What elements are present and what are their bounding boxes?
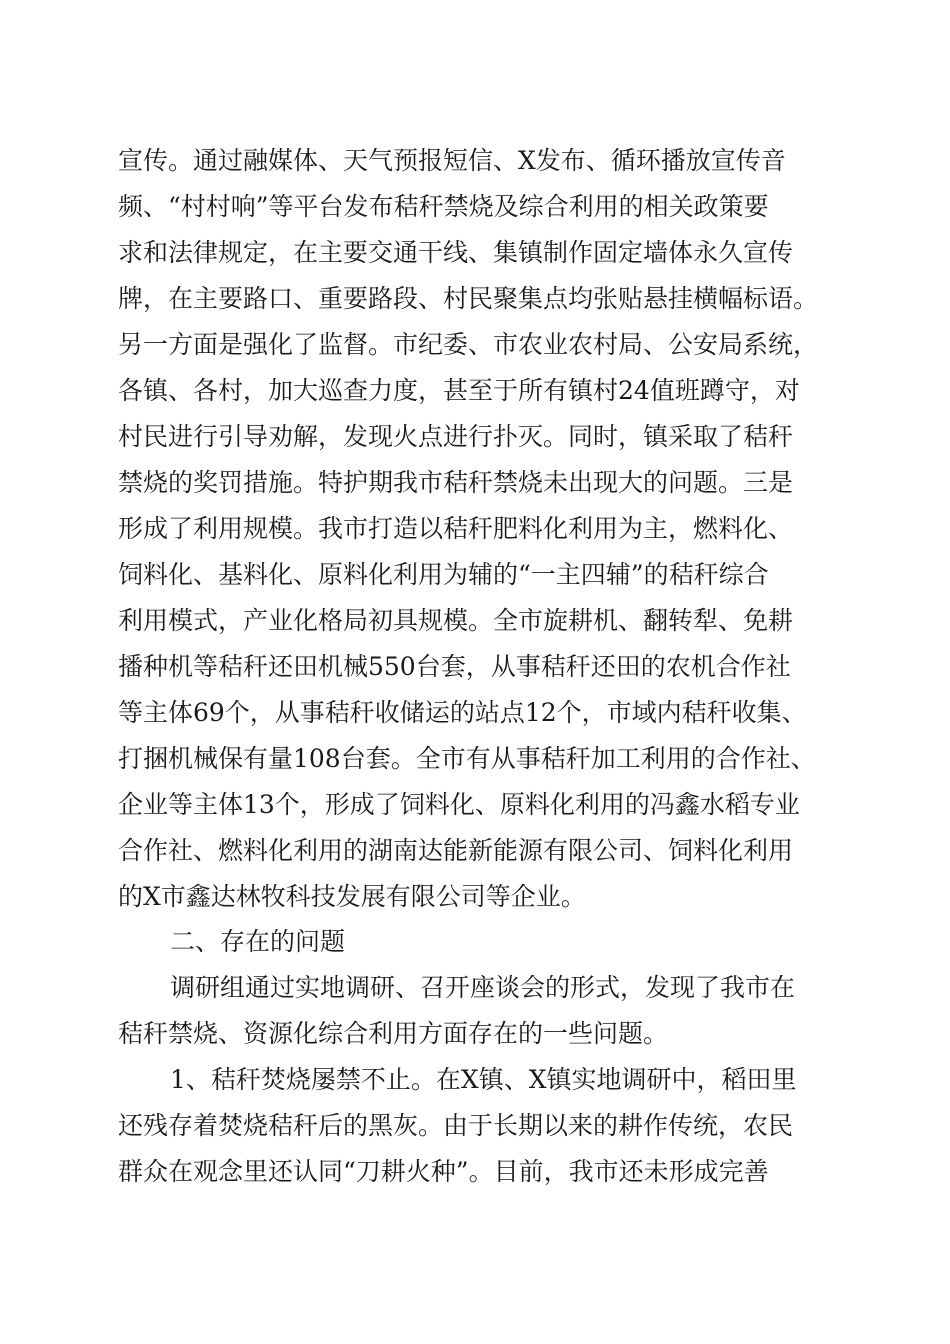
body-line: 打捆机械保有量108台套。全市有从事秸秆加工利用的合作社、: [118, 744, 816, 773]
body-line: 另一方面是强化了监督。市纪委、市农业农村局、公安局系统，: [118, 330, 819, 359]
body-line: 各镇、各村，加大巡查力度，甚至于所有镇村24值班蹲守，对: [118, 376, 800, 405]
body-line: 求和法律规定，在主要交通干线、集镇制作固定墙体永久宣传: [118, 238, 794, 267]
body-line: 频、“村村响”等平台发布秸秆禁烧及综合利用的相关政策要: [118, 192, 769, 221]
body-line: 牌，在主要路口、重要路段、村民聚集点均张贴悬挂横幅标语。: [118, 284, 819, 313]
paragraph-line: 还残存着焚烧秸秆后的黑灰。由于长期以来的耕作传统，农民: [118, 1111, 794, 1140]
body-line: 播种机等秸秆还田机械550台套，从事秸秆还田的农机合作社: [118, 652, 791, 681]
paragraph-line: 群众在观念里还认同“刀耕火种”。目前，我市还未形成完善: [118, 1157, 769, 1186]
paragraph-line: 秸秆禁烧、资源化综合利用方面存在的一些问题。: [118, 1019, 669, 1048]
body-line: 等主体69个，从事秸秆收储运的站点12个，市域内秸秆收集、: [118, 698, 807, 727]
body-line: 饲料化、基料化、原料化利用为辅的“一主四辅”的秸秆综合: [118, 560, 769, 589]
section-heading: 二、存在的问题: [170, 927, 346, 956]
body-line: 的X市鑫达林牧科技发展有限公司等企业。: [118, 882, 586, 911]
body-line: 合作社、燃料化利用的湖南达能新能源有限公司、饲料化利用: [118, 836, 794, 865]
body-line: 村民进行引导劝解，发现火点进行扑灭。同时，镇采取了秸秆: [118, 422, 794, 451]
body-line: 利用模式，产业化格局初具规模。全市旋耕机、翻转犁、免耕: [118, 606, 794, 635]
body-line: 形成了利用规模。我市打造以秸秆肥料化利用为主，燃料化、: [118, 514, 794, 543]
paragraph-line: 调研组通过实地调研、召开座谈会的形式，发现了我市在: [170, 973, 796, 1002]
body-line: 宣传。通过融媒体、天气预报短信、X发布、循环播放宣传音: [118, 146, 786, 175]
body-line: 企业等主体13个，形成了饲料化、原料化利用的冯鑫水稻专业: [118, 790, 800, 819]
paragraph-line: 1、秸秆焚烧屡禁不止。在X镇、X镇实地调研中，稻田里: [170, 1065, 797, 1094]
body-line: 禁烧的奖罚措施。特护期我市秸秆禁烧未出现大的问题。三是: [118, 468, 794, 497]
